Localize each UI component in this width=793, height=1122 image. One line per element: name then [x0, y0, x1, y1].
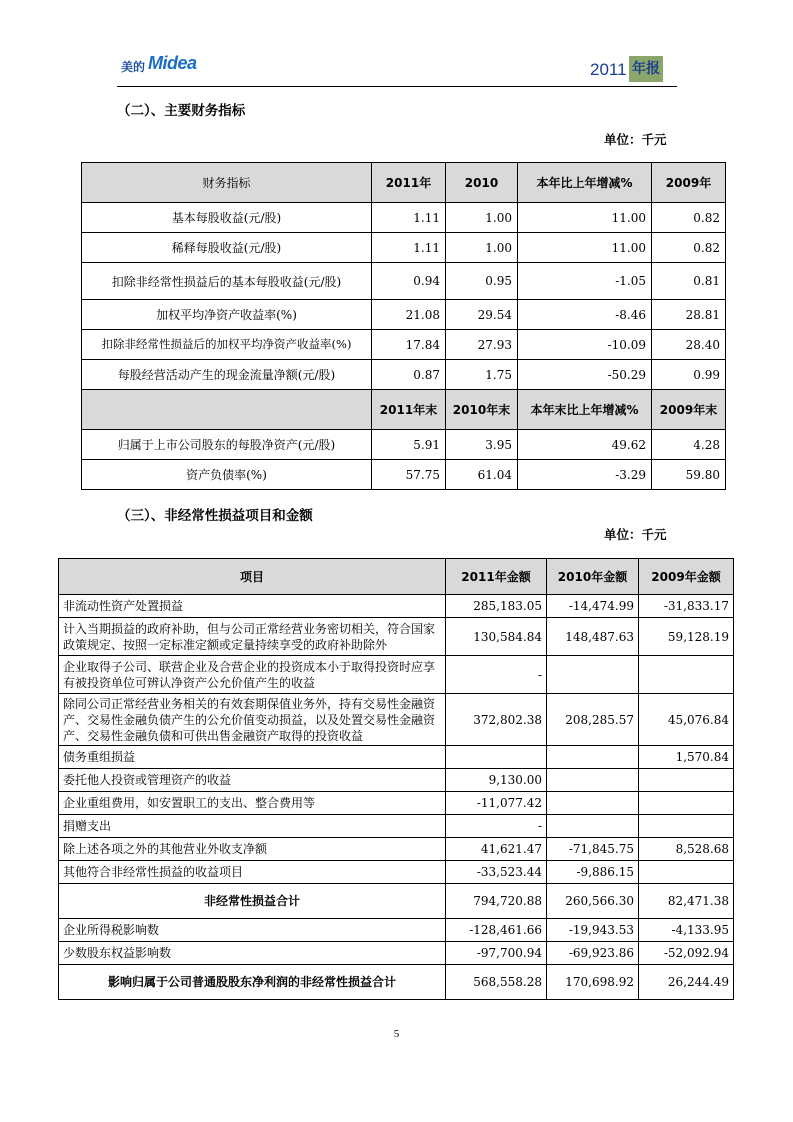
amount-2011: 41,621.47: [446, 838, 547, 861]
value-change: -50.29: [518, 360, 652, 390]
value-change: -10.09: [518, 330, 652, 360]
row-label: 扣除非经常性损益后的加权平均净资产收益率(%): [82, 330, 372, 360]
non-recurring-items-table: [58, 558, 734, 1000]
value-2010: 27.93: [446, 330, 518, 360]
section-title-non-recurring-items: （三）、非经常性损益项目和金额: [117, 508, 313, 524]
page-number: 5: [393, 1028, 400, 1040]
final-total-2010: 170,698.92: [547, 965, 639, 1000]
amount-2010: -71,845.75: [547, 838, 639, 861]
final-total-2009: 26,244.49: [639, 965, 734, 1000]
header-cell: 2011年末: [372, 390, 446, 430]
table-row: [59, 769, 734, 792]
table-row: [82, 430, 726, 460]
row-label: 加权平均净资产收益率(%): [82, 300, 372, 330]
amount-2009: [639, 815, 734, 838]
amount-2009: 59,128.19: [639, 618, 734, 656]
amount-2009: [639, 769, 734, 792]
amount-2010: [547, 792, 639, 815]
report-tag: 年报: [629, 56, 663, 82]
row-label: 债务重组损益: [59, 746, 446, 769]
amount-2011: [446, 746, 547, 769]
table-row: [59, 861, 734, 884]
header-cell: 本年末比上年增减%: [518, 390, 652, 430]
amount-2009: -4,133.95: [639, 919, 734, 942]
amount-2009: [639, 656, 734, 694]
table-row: [82, 300, 726, 330]
amount-2010: [547, 769, 639, 792]
amount-2011: -: [446, 815, 547, 838]
table-row: [59, 815, 734, 838]
amount-2011: -97,700.94: [446, 942, 547, 965]
header-cell: 2010: [446, 163, 518, 203]
table-row: [59, 656, 734, 694]
amount-2009: [639, 792, 734, 815]
amount-2009: 8,528.68: [639, 838, 734, 861]
table-row: [59, 919, 734, 942]
amount-2011: -33,523.44: [446, 861, 547, 884]
amount-2011: 130,584.84: [446, 618, 547, 656]
amount-2010: 148,487.63: [547, 618, 639, 656]
amount-2011: 285,183.05: [446, 595, 547, 618]
amount-2010: [547, 815, 639, 838]
amount-2010: -19,943.53: [547, 919, 639, 942]
table-row: [82, 360, 726, 390]
row-label: 稀释每股收益(元/股): [82, 233, 372, 263]
table-row: [59, 618, 734, 656]
row-label: 捐赠支出: [59, 815, 446, 838]
report-year: 2011: [590, 60, 627, 79]
brand-logo-chinese: 美的: [121, 60, 146, 74]
value-2009: 0.82: [652, 203, 726, 233]
table-row: [59, 942, 734, 965]
value-2011: 57.75: [372, 460, 446, 490]
amount-2009: 1,570.84: [639, 746, 734, 769]
total-2009: 82,471.38: [639, 884, 734, 919]
table-header-row: [82, 163, 726, 203]
table-row: [59, 792, 734, 815]
amount-2010: -14,474.99: [547, 595, 639, 618]
table-row: [82, 203, 726, 233]
value-2010: 1.75: [446, 360, 518, 390]
value-2011: 1.11: [372, 233, 446, 263]
unit-label: 单位：千元: [604, 132, 667, 147]
row-label: 基本每股收益(元/股): [82, 203, 372, 233]
value-2011: 17.84: [372, 330, 446, 360]
amount-2009: [639, 861, 734, 884]
row-label: 企业所得税影响数: [59, 919, 446, 942]
total-row: [59, 884, 734, 919]
amount-2010: -69,923.86: [547, 942, 639, 965]
header-cell: 本年比上年增减%: [518, 163, 652, 203]
table-row: [59, 595, 734, 618]
amount-2010: -9,886.15: [547, 861, 639, 884]
amount-2009: -52,092.94: [639, 942, 734, 965]
total-2010: 260,566.30: [547, 884, 639, 919]
header-cell: 项目: [59, 559, 446, 595]
row-label: 委托他人投资或管理资产的收益: [59, 769, 446, 792]
total-2011: 794,720.88: [446, 884, 547, 919]
table-header-row: [59, 559, 734, 595]
value-2011: 0.87: [372, 360, 446, 390]
value-change: 11.00: [518, 203, 652, 233]
table-row: [82, 263, 726, 300]
row-label: 归属于上市公司股东的每股净资产(元/股): [82, 430, 372, 460]
amount-2011: -128,461.66: [446, 919, 547, 942]
brand-logo-midea: Midea: [148, 53, 197, 73]
value-2009: 0.99: [652, 360, 726, 390]
unit-label: 单位：千元: [604, 527, 667, 542]
amount-2010: [547, 656, 639, 694]
header-cell: 2011年: [372, 163, 446, 203]
value-2010: 29.54: [446, 300, 518, 330]
final-total-row: [59, 965, 734, 1000]
row-label: 扣除非经常性损益后的基本每股收益(元/股): [82, 263, 372, 300]
amount-2011: -11,077.42: [446, 792, 547, 815]
value-2010: 0.95: [446, 263, 518, 300]
row-label: 少数股东权益影响数: [59, 942, 446, 965]
header-cell: 2009年末: [652, 390, 726, 430]
header-cell: 财务指标: [82, 163, 372, 203]
row-label: 除上述各项之外的其他营业外收支净额: [59, 838, 446, 861]
amount-2011: 372,802.38: [446, 694, 547, 746]
value-2010: 61.04: [446, 460, 518, 490]
value-2009: 28.40: [652, 330, 726, 360]
row-label: 企业重组费用，如安置职工的支出、整合费用等: [59, 792, 446, 815]
header-cell: 2009年: [652, 163, 726, 203]
row-label: 每股经营活动产生的现金流量净额(元/股): [82, 360, 372, 390]
header-cell: 2010年末: [446, 390, 518, 430]
amount-2011: -: [446, 656, 547, 694]
value-2010: 1.00: [446, 203, 518, 233]
table-row: [59, 694, 734, 746]
amount-2010: [547, 746, 639, 769]
value-2010: 1.00: [446, 233, 518, 263]
value-change: 11.00: [518, 233, 652, 263]
value-2009: 0.82: [652, 233, 726, 263]
value-2011: 5.91: [372, 430, 446, 460]
row-label: 资产负债率(%): [82, 460, 372, 490]
row-label: 企业取得子公司、联营企业及合营企业的投资成本小于取得投资时应享有被投资单位可辨认净资产公允价值产生的收益: [63, 659, 436, 690]
table-row: [82, 460, 726, 490]
table-row: [59, 838, 734, 861]
amount-2009: -31,833.17: [639, 595, 734, 618]
amount-2011: 9,130.00: [446, 769, 547, 792]
header-cell: 2010年金额: [547, 559, 639, 595]
header-cell-empty: [82, 390, 372, 430]
header-cell: 2011年金额: [446, 559, 547, 595]
value-change: 49.62: [518, 430, 652, 460]
amount-2009: 45,076.84: [639, 694, 734, 746]
value-2011: 1.11: [372, 203, 446, 233]
total-label: 非经常性损益合计: [59, 884, 446, 919]
row-label: 其他符合非经常性损益的收益项目: [59, 861, 446, 884]
value-change: -8.46: [518, 300, 652, 330]
key-financial-indicators-table: [81, 162, 726, 490]
header-divider: [117, 86, 677, 87]
row-label: 计入当期损益的政府补助，但与公司正常经营业务密切相关，符合国家政策规定、按照一定标准定额或定量持续享受的政府补助除外: [63, 621, 436, 652]
section-title-key-financial-indicators: （二）、主要财务指标: [117, 103, 246, 119]
value-2010: 3.95: [446, 430, 518, 460]
value-change: -3.29: [518, 460, 652, 490]
value-2009: 59.80: [652, 460, 726, 490]
value-2011: 21.08: [372, 300, 446, 330]
value-2009: 4.28: [652, 430, 726, 460]
final-total-2011: 568,558.28: [446, 965, 547, 1000]
table-row: [82, 233, 726, 263]
amount-2010: 208,285.57: [547, 694, 639, 746]
value-2009: 0.81: [652, 263, 726, 300]
row-label: 非流动性资产处置损益: [59, 595, 446, 618]
row-label: 除同公司正常经营业务相关的有效套期保值业务外，持有交易性金融资产、交易性金融负债产生的公允价值变动损益，以及处置交易性金融资产、交易性金融负债和可供出售金融资产取得的投资收益: [63, 696, 436, 743]
table-subheader-row: [82, 390, 726, 430]
value-2011: 0.94: [372, 263, 446, 300]
value-change: -1.05: [518, 263, 652, 300]
header-cell: 2009年金额: [639, 559, 734, 595]
value-2009: 28.81: [652, 300, 726, 330]
final-total-label: 影响归属于公司普通股股东净利润的非经常性损益合计: [59, 965, 446, 1000]
table-row: [82, 330, 726, 360]
table-row: [59, 746, 734, 769]
